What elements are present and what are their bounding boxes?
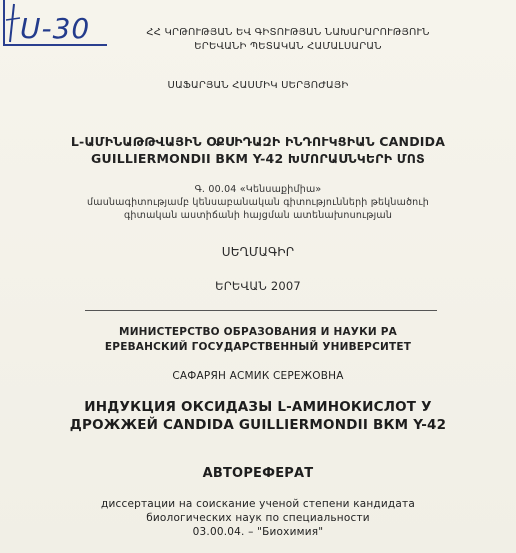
russian-description-line-3: 03.00.04. – "Биохимия" (192, 526, 324, 538)
russian-author: САФАРЯН АСМИК СЕРЕЖОВНА (172, 370, 344, 382)
russian-description-line-2: биологических наук по специальности (146, 512, 370, 524)
russian-description-line-1: диссертации на соискание ученой степени кандидата (101, 498, 415, 510)
section-divider (85, 310, 437, 311)
armenian-author: ՍԱՖԱՐՅԱՆ ՀԱՍՄԻԿ ՍԵՐՅՈԺԱՅԻ (167, 80, 349, 91)
armenian-title-line-2: GUILLIERMONDII ВКМ Y-42 ԽՄՈՐԱՍՆԿԵՐԻ ՄՈՏ (91, 151, 425, 166)
armenian-city-year: ԵՐԵՎԱՆ 2007 (215, 279, 301, 293)
russian-university: ЕРЕВАНСКИЙ ГОСУДАРСТВЕННЫЙ УНИВЕРСИТЕТ (104, 341, 412, 353)
armenian-specialty-code: Գ. 00.04 «Կենսաքիմիա» (194, 184, 322, 195)
armenian-specialty-line-2: գիտական աստիճանի հայցման ատենախոսության (123, 210, 393, 221)
armenian-title-line-1: L-ԱՄԻՆԱԹԹՎԱՅԻՆ ՕՔՍԻԴԱԶԻ ԻՆԴՈՒԿՑԻԱՆ CANDIDA (70, 134, 446, 149)
russian-title-line-1: ИНДУКЦИЯ ОКСИДАЗЫ L-АМИНОКИСЛОТ У (84, 399, 432, 415)
armenian-ministry: ՀՀ ԿՐԹՈՒԹՅԱՆ ԵՎ ԳԻՏՈՒԹՅԱՆ ՆԱԽԱՐԱՐՈՒԹՅՈՒՆ (146, 27, 430, 38)
russian-ministry: МИНИСТЕРСТВО ОБРАЗОВАНИЯ И НАУКИ РА (119, 326, 397, 338)
armenian-genre: ՍԵՂՄԱԳԻՐ (221, 245, 295, 259)
russian-genre: АВТОРЕФЕРАТ (202, 466, 314, 481)
armenian-university: ԵՐԵՎԱՆԻ ՊԵՏԱԿԱՆ ՀԱՄԱԼՍԱՐԱՆ (194, 41, 382, 52)
russian-title-line-2: ДРОЖЖЕЙ CANDIDA GUILLIERMONDII ВКМ Y-42 (69, 417, 447, 433)
handwritten-catalog-code: U-30 (20, 12, 91, 45)
armenian-specialty-line-1: մասնագիտությամբ կենսաբանական գիտությունների թեկնածուի (87, 197, 429, 208)
